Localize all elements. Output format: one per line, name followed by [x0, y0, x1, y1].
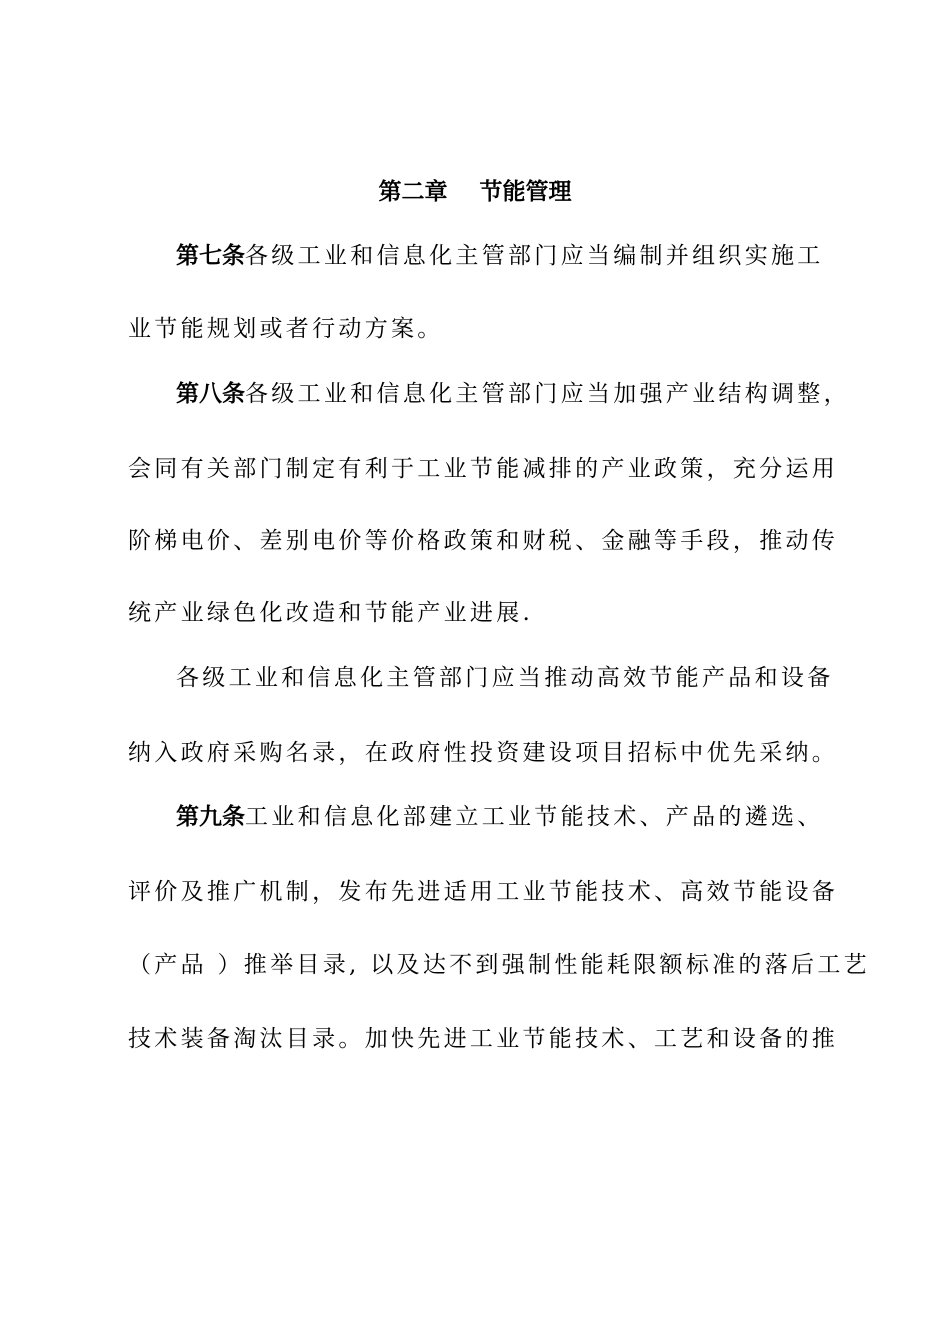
article-8-line-4: 统产业绿色化改造和节能产业进展. — [128, 600, 534, 626]
article-8-line-2: 会同有关部门制定有利于工业节能减排的产业政策，充分运用 — [128, 456, 839, 482]
article-9-line-1: 工业和信息化部建立工业节能技术、产品的遴选、 — [245, 804, 824, 830]
article-7-first-line — [176, 236, 824, 276]
article-8-first-line — [176, 374, 850, 414]
article-8-line-1: 各级工业和信息化主管部门应当加强产业结构调整， — [245, 381, 850, 407]
article-9-line-3: （产品 ）推举目录, 以及达不到强制性能耗限额标准的落后工艺 — [128, 952, 870, 978]
article-8-line-3: 阶梯电价、差别电价等价格政策和财税、金融等手段，推动传 — [128, 528, 839, 554]
article-9-label: 第九条 — [176, 804, 245, 830]
article-9-line-2: 评价及推广机制，发布先进适用工业节能技术、高效节能设备 — [128, 879, 839, 905]
article-8-para-2-line-1: 各级工业和信息化主管部门应当推动高效节能产品和设备 — [176, 665, 834, 691]
article-7-line-1: 各级工业和信息化主管部门应当编制并组织实施工 — [245, 243, 824, 269]
article-9-first-line — [176, 797, 824, 837]
article-7-label: 第七条 — [176, 243, 245, 269]
article-7-line-2: 业节能规划或者行动方案。 — [128, 316, 444, 342]
article-8-label: 第八条 — [176, 381, 245, 407]
article-9-line-4: 技术装备淘汰目录。加快先进工业节能技术、工艺和设备的推 — [128, 1026, 839, 1052]
chapter-title: 第二章 节能管理 — [378, 179, 572, 205]
article-8-para-2-line-2: 纳入政府采购名录，在政府性投资建设项目招标中优先采纳。 — [128, 740, 839, 766]
